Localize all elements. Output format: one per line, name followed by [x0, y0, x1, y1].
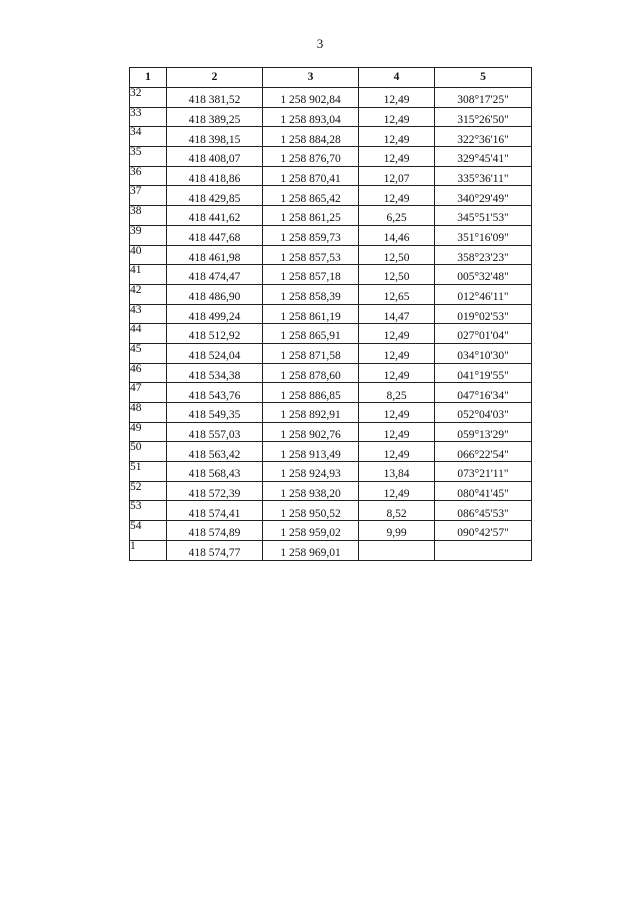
bearing-cell — [435, 540, 532, 560]
x-coordinate-cell: 418 441,62 — [167, 206, 263, 226]
x-coordinate-cell: 418 486,90 — [167, 284, 263, 304]
y-coordinate-cell: 1 258 861,25 — [263, 206, 359, 226]
table-row — [130, 127, 532, 147]
distance-cell: 12,49 — [359, 186, 435, 206]
point-number-cell: 40 — [130, 245, 167, 265]
distance-cell: 14,47 — [359, 304, 435, 324]
x-coordinate-cell: 418 549,35 — [167, 403, 263, 423]
y-coordinate-cell: 1 258 865,91 — [263, 324, 359, 344]
bearing-cell: 066°22'54" — [435, 442, 532, 462]
x-coordinate-cell: 418 499,24 — [167, 304, 263, 324]
x-coordinate-cell: 418 447,68 — [167, 225, 263, 245]
point-number-cell: 54 — [130, 521, 167, 541]
column-header-4: 4 — [359, 68, 435, 88]
y-coordinate-cell: 1 258 859,73 — [263, 225, 359, 245]
x-coordinate-cell: 418 408,07 — [167, 147, 263, 167]
page-number: 3 — [316, 36, 324, 51]
table-header — [130, 68, 532, 88]
table-row — [130, 186, 532, 206]
x-coordinate-cell: 418 474,47 — [167, 265, 263, 285]
point-number-cell: 36 — [130, 166, 167, 186]
bearing-cell: 090°42'57" — [435, 521, 532, 541]
x-coordinate-cell: 418 418,86 — [167, 166, 263, 186]
point-number-cell: 38 — [130, 206, 167, 226]
point-number-cell: 46 — [130, 363, 167, 383]
distance-cell: 12,07 — [359, 166, 435, 186]
y-coordinate-cell: 1 258 857,18 — [263, 265, 359, 285]
table-row — [130, 324, 532, 344]
point-number-cell: 41 — [130, 265, 167, 285]
coordinates-table — [129, 67, 532, 561]
x-coordinate-cell: 418 524,04 — [167, 343, 263, 363]
distance-cell: 12,49 — [359, 403, 435, 423]
bearing-cell: 315°26'50" — [435, 107, 532, 127]
x-coordinate-cell: 418 557,03 — [167, 422, 263, 442]
point-number-cell: 48 — [130, 403, 167, 423]
distance-cell: 12,49 — [359, 147, 435, 167]
table-row — [130, 481, 532, 501]
x-coordinate-cell: 418 563,42 — [167, 442, 263, 462]
point-number-cell: 52 — [130, 481, 167, 501]
point-number-cell: 53 — [130, 501, 167, 521]
x-coordinate-cell: 418 572,39 — [167, 481, 263, 501]
y-coordinate-cell: 1 258 902,76 — [263, 422, 359, 442]
distance-cell: 14,46 — [359, 225, 435, 245]
distance-cell: 12,49 — [359, 363, 435, 383]
table-row — [130, 540, 532, 560]
distance-cell: 8,52 — [359, 501, 435, 521]
distance-cell: 12,65 — [359, 284, 435, 304]
bearing-cell: 027°01'04" — [435, 324, 532, 344]
y-coordinate-cell: 1 258 876,70 — [263, 147, 359, 167]
table-row — [130, 147, 532, 167]
y-coordinate-cell: 1 258 870,41 — [263, 166, 359, 186]
bearing-cell: 335°36'11" — [435, 166, 532, 186]
table-row — [130, 403, 532, 423]
table-row — [130, 166, 532, 186]
point-number-cell: 1 — [130, 540, 167, 560]
table-row — [130, 284, 532, 304]
table-row — [130, 422, 532, 442]
table-row — [130, 265, 532, 285]
bearing-cell: 086°45'53" — [435, 501, 532, 521]
header-row — [130, 68, 532, 88]
bearing-cell: 034°10'30" — [435, 343, 532, 363]
x-coordinate-cell: 418 429,85 — [167, 186, 263, 206]
bearing-cell: 329°45'41" — [435, 147, 532, 167]
x-coordinate-cell: 418 574,77 — [167, 540, 263, 560]
distance-cell: 13,84 — [359, 462, 435, 482]
y-coordinate-cell: 1 258 884,28 — [263, 127, 359, 147]
bearing-cell: 041°19'55" — [435, 363, 532, 383]
y-coordinate-cell: 1 258 959,02 — [263, 521, 359, 541]
point-number-cell: 45 — [130, 343, 167, 363]
bearing-cell: 005°32'48" — [435, 265, 532, 285]
bearing-cell: 059°13'29" — [435, 422, 532, 442]
table-row — [130, 442, 532, 462]
column-header-1: 1 — [130, 68, 167, 88]
bearing-cell: 308°17'25" — [435, 88, 532, 108]
distance-cell: 12,49 — [359, 324, 435, 344]
x-coordinate-cell: 418 398,15 — [167, 127, 263, 147]
point-number-cell: 37 — [130, 186, 167, 206]
distance-cell: 12,50 — [359, 265, 435, 285]
x-coordinate-cell: 418 389,25 — [167, 107, 263, 127]
distance-cell: 9,99 — [359, 521, 435, 541]
table-row — [130, 245, 532, 265]
y-coordinate-cell: 1 258 893,04 — [263, 107, 359, 127]
point-number-cell: 32 — [130, 88, 167, 108]
bearing-cell: 345°51'53" — [435, 206, 532, 226]
bearing-cell: 019°02'53" — [435, 304, 532, 324]
bearing-cell: 073°21'11" — [435, 462, 532, 482]
table-row — [130, 343, 532, 363]
x-coordinate-cell: 418 461,98 — [167, 245, 263, 265]
point-number-cell: 44 — [130, 324, 167, 344]
distance-cell: 12,49 — [359, 107, 435, 127]
distance-cell: 12,49 — [359, 343, 435, 363]
point-number-cell: 47 — [130, 383, 167, 403]
distance-cell: 12,49 — [359, 127, 435, 147]
table-row — [130, 363, 532, 383]
column-header-3: 3 — [263, 68, 359, 88]
table-row — [130, 206, 532, 226]
table-body — [130, 88, 532, 561]
bearing-cell: 340°29'49" — [435, 186, 532, 206]
point-number-cell: 35 — [130, 147, 167, 167]
y-coordinate-cell: 1 258 886,85 — [263, 383, 359, 403]
point-number-cell: 39 — [130, 225, 167, 245]
bearing-cell: 358°23'23" — [435, 245, 532, 265]
table-row — [130, 501, 532, 521]
x-coordinate-cell: 418 574,89 — [167, 521, 263, 541]
distance-cell — [359, 540, 435, 560]
distance-cell: 12,49 — [359, 481, 435, 501]
bearing-cell: 052°04'03" — [435, 403, 532, 423]
y-coordinate-cell: 1 258 969,01 — [263, 540, 359, 560]
distance-cell: 12,50 — [359, 245, 435, 265]
y-coordinate-cell: 1 258 857,53 — [263, 245, 359, 265]
column-header-5: 5 — [435, 68, 532, 88]
x-coordinate-cell: 418 534,38 — [167, 363, 263, 383]
table-row — [130, 225, 532, 245]
distance-cell: 12,49 — [359, 442, 435, 462]
x-coordinate-cell: 418 512,92 — [167, 324, 263, 344]
table-row — [130, 107, 532, 127]
point-number-cell: 34 — [130, 127, 167, 147]
point-number-cell: 42 — [130, 284, 167, 304]
point-number-cell: 43 — [130, 304, 167, 324]
x-coordinate-cell: 418 568,43 — [167, 462, 263, 482]
x-coordinate-cell: 418 543,76 — [167, 383, 263, 403]
y-coordinate-cell: 1 258 871,58 — [263, 343, 359, 363]
bearing-cell: 012°46'11" — [435, 284, 532, 304]
distance-cell: 6,25 — [359, 206, 435, 226]
y-coordinate-cell: 1 258 861,19 — [263, 304, 359, 324]
bearing-cell: 351°16'09" — [435, 225, 532, 245]
y-coordinate-cell: 1 258 892,91 — [263, 403, 359, 423]
point-number-cell: 33 — [130, 107, 167, 127]
y-coordinate-cell: 1 258 950,52 — [263, 501, 359, 521]
bearing-cell: 322°36'16" — [435, 127, 532, 147]
table-row — [130, 383, 532, 403]
x-coordinate-cell: 418 574,41 — [167, 501, 263, 521]
y-coordinate-cell: 1 258 913,49 — [263, 442, 359, 462]
bearing-cell: 080°41'45" — [435, 481, 532, 501]
point-number-cell: 50 — [130, 442, 167, 462]
x-coordinate-cell: 418 381,52 — [167, 88, 263, 108]
y-coordinate-cell: 1 258 938,20 — [263, 481, 359, 501]
table-row — [130, 88, 532, 108]
y-coordinate-cell: 1 258 858,39 — [263, 284, 359, 304]
table-row — [130, 304, 532, 324]
point-number-cell: 49 — [130, 422, 167, 442]
distance-cell: 12,49 — [359, 422, 435, 442]
table-row — [130, 521, 532, 541]
bearing-cell: 047°16'34" — [435, 383, 532, 403]
column-header-2: 2 — [167, 68, 263, 88]
y-coordinate-cell: 1 258 902,84 — [263, 88, 359, 108]
table-row — [130, 462, 532, 482]
point-number-cell: 51 — [130, 462, 167, 482]
distance-cell: 8,25 — [359, 383, 435, 403]
distance-cell: 12,49 — [359, 88, 435, 108]
y-coordinate-cell: 1 258 924,93 — [263, 462, 359, 482]
y-coordinate-cell: 1 258 878,60 — [263, 363, 359, 383]
y-coordinate-cell: 1 258 865,42 — [263, 186, 359, 206]
